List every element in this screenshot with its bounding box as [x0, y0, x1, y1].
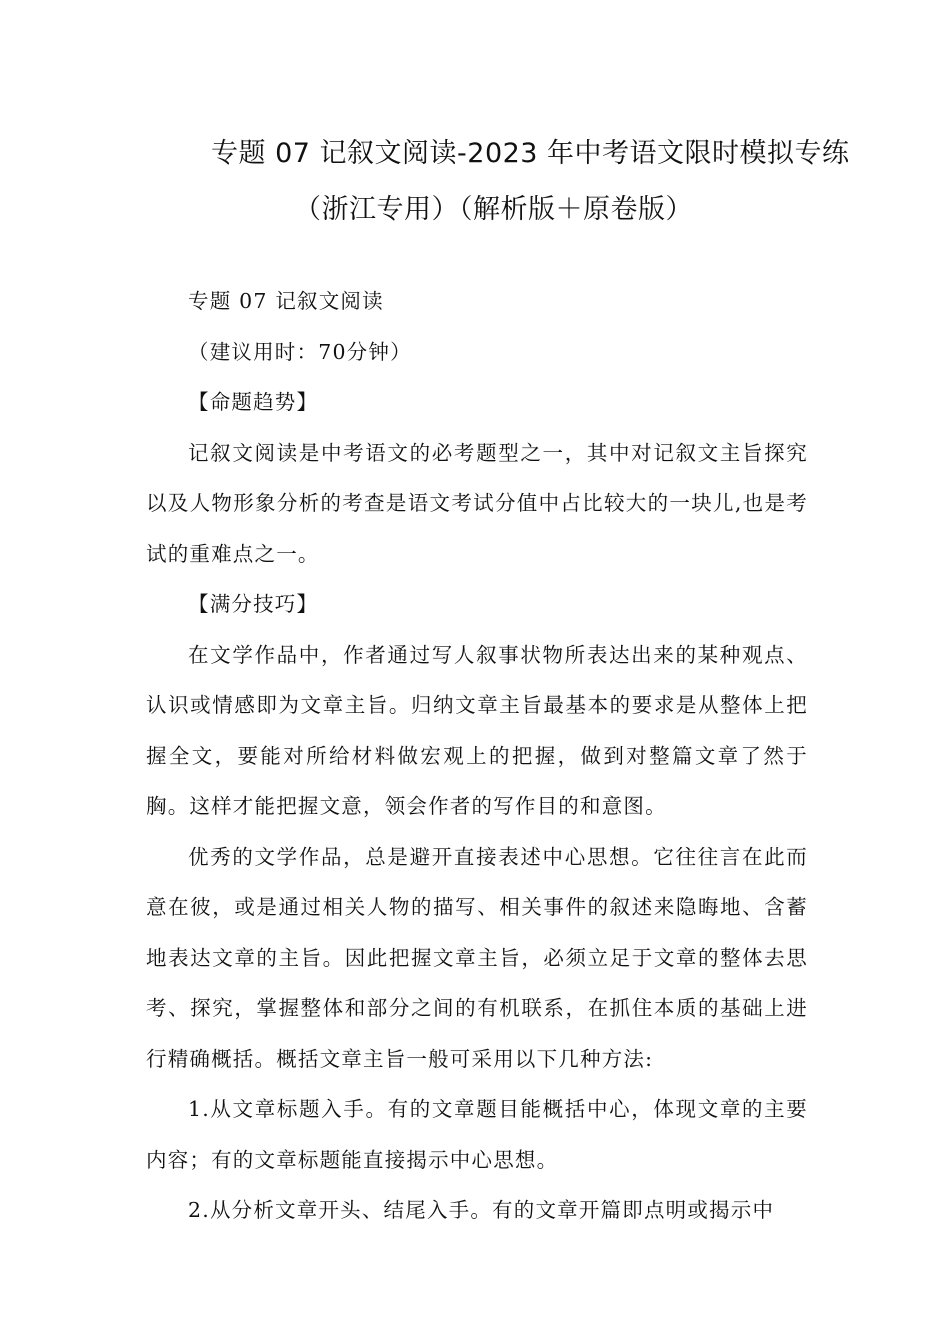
title-line-1: 专题 07 记叙文阅读-2023 年中考语文限时模拟专练: [211, 138, 850, 169]
skills-paragraph-1: 在文学作品中，作者通过写人叙事状物所表达出来的某种观点、认识或情感即为文章主旨。归纳文章主旨最基本的要求是从整体上把握全文，要能对所给材料做宏观上的把握，做到对整篇文章了然于胸。这样才能把握文意，领会作者的写作目的和意图。: [146, 642, 808, 818]
suggested-time: （建议用时：70分钟）: [188, 339, 412, 364]
title-line-2: （浙江专用）（解析版＋原卷版）: [294, 194, 693, 225]
document-title: [0, 126, 950, 238]
skills-paragraph-2: 优秀的文学作品，总是避开直接表述中心思想。它往往言在此而意在彼，或是通过相关人物的描写、相关事件的叙述来隐晦地、含蓄地表达文章的主旨。因此把握文章主旨，必须立足于文章的整体去思考、探究，掌握整体和部分之间的有机联系，在抓住本质的基础上进行精确概括。概括文章主旨一般可采用以下几种方法:: [146, 844, 808, 1071]
method-item-2: 2.从分析文章开头、结尾入手。有的文章开篇即点明或揭示中: [188, 1198, 775, 1222]
document-body: [146, 276, 808, 1236]
trend-heading: 【命题趋势】: [188, 390, 319, 414]
section-title: 专题 07 记叙文阅读: [188, 289, 384, 313]
method-item-1: 1.从文章标题入手。有的文章题目能概括中心，体现文章的主要内容；有的文章标题能直接揭示中心思想。: [146, 1097, 808, 1172]
skills-heading: 【满分技巧】: [188, 592, 319, 616]
trend-paragraph: 记叙文阅读是中考语文的必考题型之一，其中对记叙文主旨探究以及人物形象分析的考查是语文考试分值中占比较大的一块儿,也是考试的重难点之一。: [146, 440, 808, 566]
